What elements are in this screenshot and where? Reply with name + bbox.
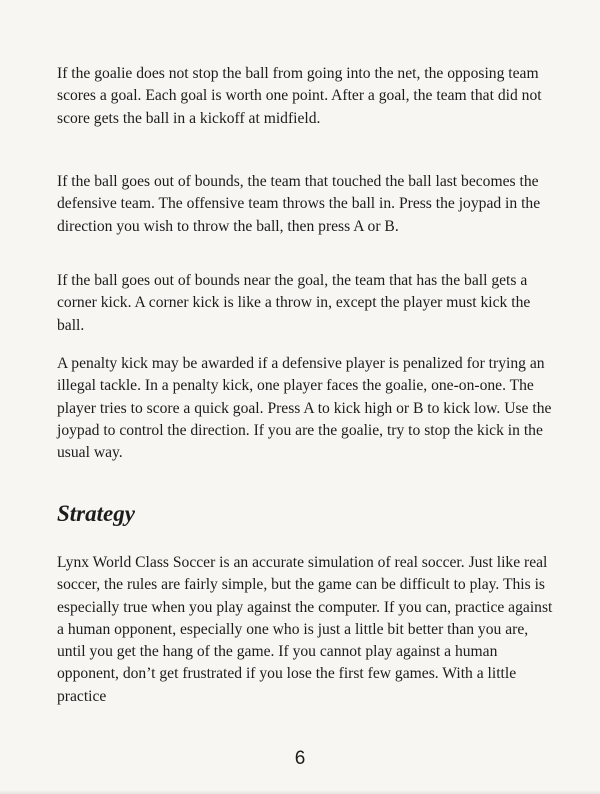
section-heading-strategy: Strategy xyxy=(57,501,135,526)
paragraph-goal-scoring: If the goalie does not stop the ball from going into the net, the opposing team scores a goal. Each goal is worth one point. After a goal, the team that did not score gets the ball in a kickoff at midfield. xyxy=(57,65,542,127)
paragraph-corner-kick: If the ball goes out of bounds near the goal, the team that has the ball gets a corner kick. A corner kick is like a throw in, except the player must kick the ball. xyxy=(57,272,531,334)
paragraph-strategy: Lynx World Class Soccer is an accurate simulation of real soccer. Just like real soccer, the rules are fairly simple, but the game can be difficult to play. This is especially true when you play against the computer. If you can, practice against a human opponent, especially one who is just a little bit better than you are, until you get the hang of the game. If you cannot play against a human opponent, don’t get frustrated if you lose the first few games. With a little practice xyxy=(57,554,553,705)
page-number: 6 xyxy=(294,748,306,769)
paragraph-penalty-kick: A penalty kick may be awarded if a defensive player is penalized for trying an illegal tackle. In a penalty kick, one player faces the goalie, one-on-one. The player tries to score a quick goal. Press A to kick high or B to kick low. Use the joypad to control the direction. If you are the goalie, try to stop the kick in the usual way. xyxy=(57,355,552,462)
page-edge-shadow xyxy=(0,790,600,794)
paragraph-out-of-bounds: If the ball goes out of bounds, the team that touched the ball last becomes the defensive team. The offensive team throws the ball in. Press the joypad in the direction you wish to throw the ball, then press A or B. xyxy=(57,173,541,235)
